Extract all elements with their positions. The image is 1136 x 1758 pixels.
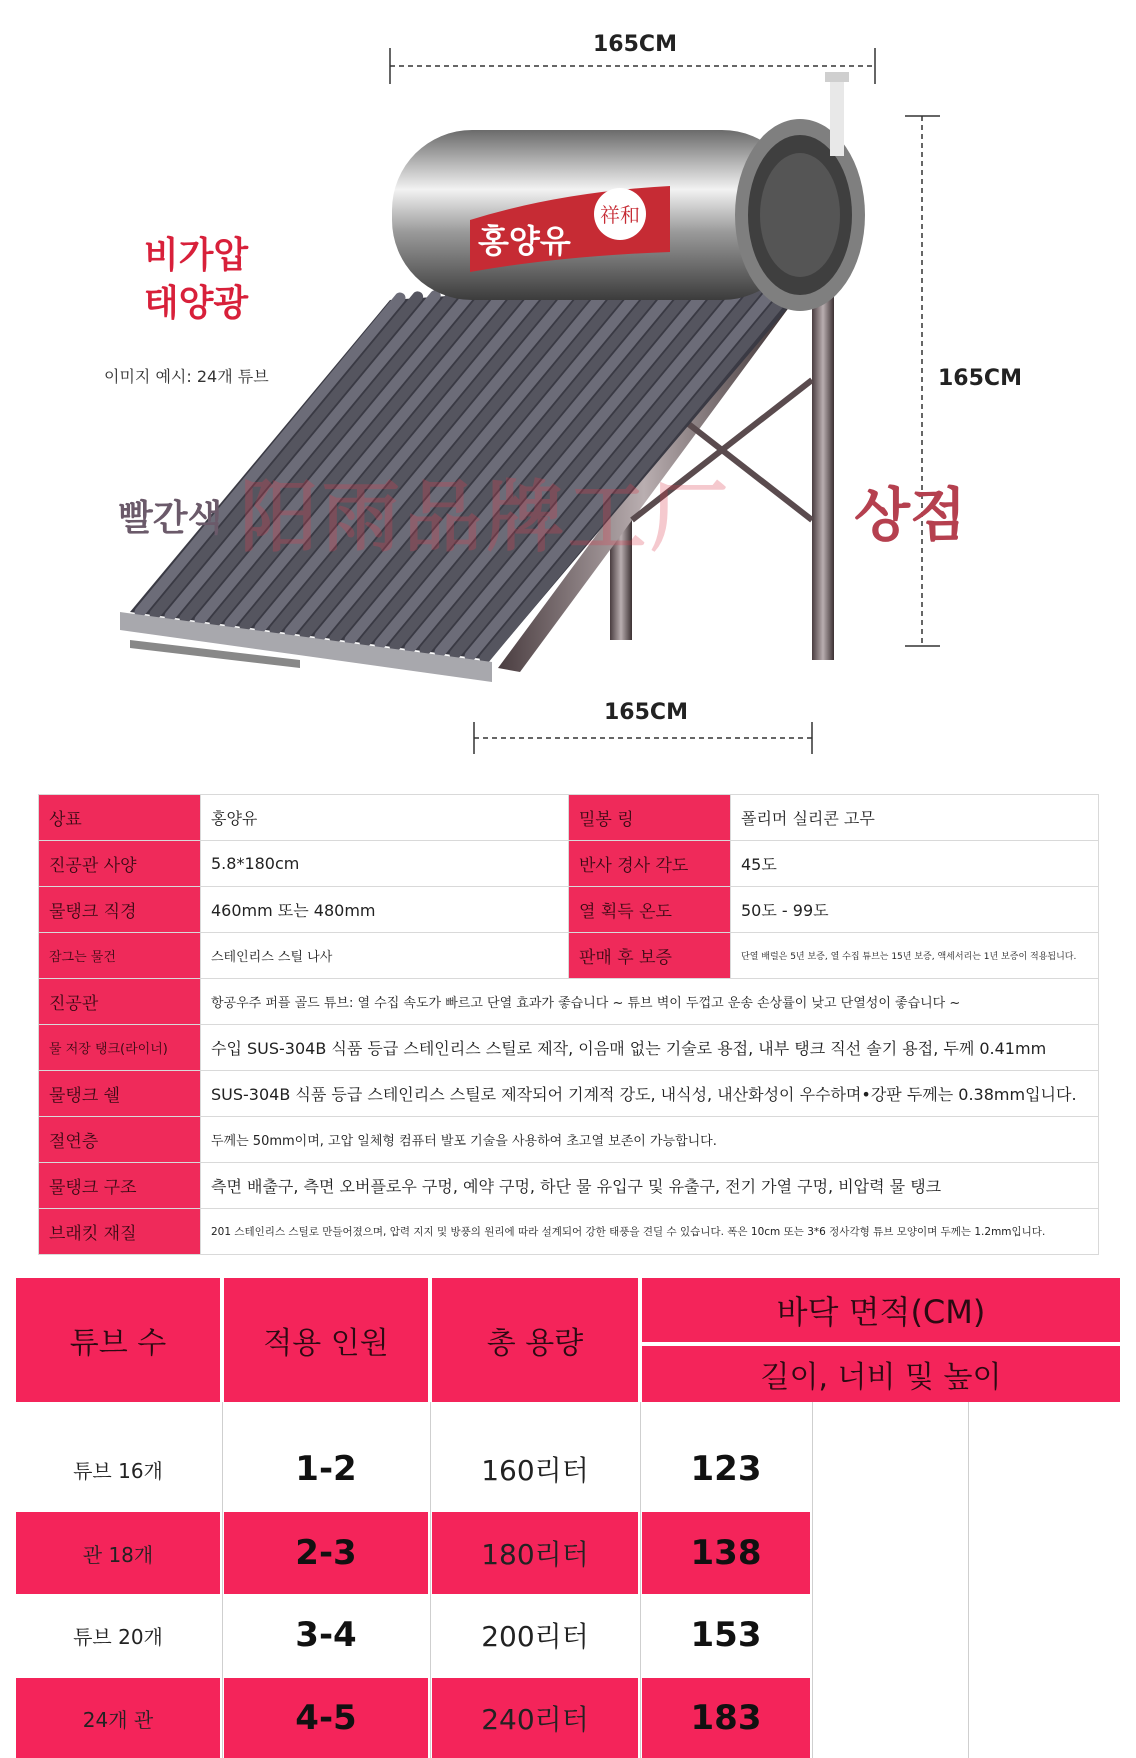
spec-value: 스테인리스 스틸 나사	[201, 933, 569, 979]
column-divider	[222, 1402, 223, 1758]
spec-row	[39, 1071, 1099, 1117]
product-hero	[0, 0, 1136, 770]
header-area: 바닥 면적(CM)	[642, 1278, 1120, 1342]
spec-key: 물탱크 구조	[39, 1163, 201, 1209]
spec-value: 45도	[731, 841, 1099, 887]
spec-row	[39, 1209, 1099, 1255]
row-volume: 180리터	[432, 1512, 638, 1594]
spec-value: 항공우주 퍼플 골드 튜브: 열 수집 속도가 빠르고 단열 효과가 좋습니다 ~ 튜브 벽이 두껍고 운송 손상률이 낮고 단열성이 좋습니다 ~	[201, 979, 1099, 1025]
row-people: 4-5	[224, 1678, 428, 1758]
spec-value: 측면 배출구, 측면 오버플로우 구멍, 예약 구멍, 하단 물 유입구 및 유출구, 전기 가열 구멍, 비압력 물 탱크	[201, 1163, 1099, 1209]
row-volume: 160리터	[481, 1454, 589, 1487]
spec-value: 홍양유	[201, 795, 569, 841]
spec-key: 물탱크 직경	[39, 887, 201, 933]
spec-key: 잠그는 물건	[39, 933, 201, 979]
spec-key: 반사 경사 각도	[569, 841, 731, 887]
image-note: 이미지 예시: 24개 튜브	[104, 367, 269, 386]
spec-row	[39, 887, 1099, 933]
column-divider	[968, 1402, 969, 1758]
row-people: 3-4	[295, 1615, 357, 1655]
row-people: 2-3	[224, 1512, 428, 1594]
header-area-sub: 길이, 너비 및 높이	[642, 1346, 1120, 1402]
title-line-2: 태양광	[143, 283, 249, 324]
row-volume: 200리터	[481, 1620, 589, 1653]
spec-row	[39, 841, 1099, 887]
dim-bottom-label: 165CM	[604, 700, 688, 725]
title-line-1: 비가압	[143, 235, 249, 276]
spec-value: 201 스테인리스 스틸로 만들어졌으며, 압력 지지 및 방풍의 원리에 따라 설계되어 강한 태풍을 견딜 수 있습니다. 폭은 10cm 또는 3*6 정사각형 튜브 모양이며 두께는 1.2mm입니다.	[201, 1209, 1099, 1255]
water-tank	[392, 72, 865, 311]
spec-value: 두께는 50mm이며, 고압 일체형 컴퓨터 발포 기술을 사용하여 초고열 보존이 가능합니다.	[201, 1117, 1099, 1163]
spec-value: SUS-304B 식품 등급 스테인리스 스틸로 제작되어 기계적 강도, 내식성, 내산화성이 우수하며•강판 두께는 0.38mm입니다.	[201, 1071, 1099, 1117]
spec-row	[39, 1163, 1099, 1209]
spec-row	[39, 795, 1099, 841]
header-volume: 총 용량	[432, 1278, 638, 1402]
spec-key: 물 저장 탱크(라이너)	[39, 1025, 201, 1071]
spec-value: 5.8*180cm	[201, 841, 569, 887]
header-tubes: 튜브 수	[16, 1278, 220, 1402]
row-tubes: 튜브 16개	[73, 1458, 163, 1483]
color-label: 빨간색	[118, 498, 223, 539]
spec-key: 열 획득 온도	[569, 887, 731, 933]
row-size: 138	[642, 1512, 810, 1594]
dim-right-label: 165CM	[938, 366, 1022, 391]
column-divider	[812, 1402, 813, 1758]
row-tubes: 24개 관	[16, 1678, 220, 1758]
dim-top-label: 165CM	[593, 32, 677, 57]
spec-key: 물탱크 쉘	[39, 1071, 201, 1117]
spec-value: 단열 배럴은 5년 보증, 열 수집 튜브는 15년 보증, 액세서리는 1년 보증이 적용됩니다.	[731, 933, 1099, 979]
spec-table	[38, 794, 1099, 1255]
spec-key: 진공관 사양	[39, 841, 201, 887]
spec-key: 밀봉 링	[569, 795, 731, 841]
product-type-title	[96, 232, 296, 328]
spec-row	[39, 1025, 1099, 1071]
spec-row	[39, 979, 1099, 1025]
row-tubes: 관 18개	[16, 1512, 220, 1594]
row-tubes: 튜브 20개	[73, 1624, 163, 1649]
spec-value: 50도 - 99도	[731, 887, 1099, 933]
spec-key: 상표	[39, 795, 201, 841]
row-volume: 240리터	[432, 1678, 638, 1758]
tank-brand: 홍양유	[478, 222, 571, 260]
spec-key: 절연층	[39, 1117, 201, 1163]
header-people: 적용 인원	[224, 1278, 428, 1402]
row-size: 183	[642, 1678, 810, 1758]
watermark: 阳雨品牌工厂	[240, 473, 733, 563]
row-people: 1-2	[295, 1449, 357, 1489]
spec-value: 460mm 또는 480mm	[201, 887, 569, 933]
spec-value: 폴리머 실리콘 고무	[731, 795, 1099, 841]
row-size: 153	[690, 1615, 762, 1655]
tank-logo: 祥和	[600, 203, 640, 227]
spec-row	[39, 1117, 1099, 1163]
shop-label: 상점	[854, 481, 967, 549]
row-size: 123	[690, 1449, 762, 1489]
spec-value: 수입 SUS-304B 식품 등급 스테인리스 스틸로 제작, 이음매 없는 기술로 용접, 내부 탱크 직선 솔기 용접, 두께 0.41mm	[201, 1025, 1099, 1071]
column-divider	[430, 1402, 431, 1758]
spec-row	[39, 933, 1099, 979]
spec-key: 브래킷 재질	[39, 1209, 201, 1255]
column-divider	[640, 1402, 641, 1758]
spec-key: 진공관	[39, 979, 201, 1025]
spec-key: 판매 후 보증	[569, 933, 731, 979]
